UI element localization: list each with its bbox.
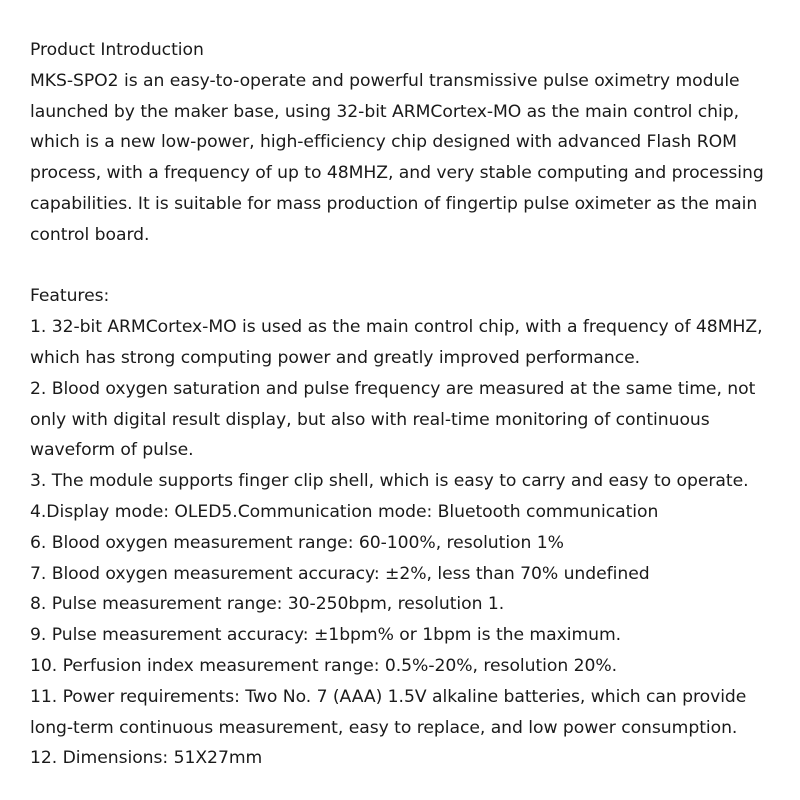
feature-item: 8. Pulse measurement range: 30-250bpm, resolution 1. (30, 594, 505, 615)
features-list (30, 312, 785, 774)
feature-item: 2. Blood oxygen saturation and pulse frequency are measured at the same time, not only with digital result display, but also with real-time monitoring of continuous waveform of pulse. (30, 378, 756, 461)
feature-item: 10. Perfusion index measurement range: 0.5%-20%, resolution 20%. (30, 655, 618, 676)
feature-item: 4.Display mode: OLED5.Communication mode: Bluetooth communication (30, 501, 659, 522)
feature-item: 7. Blood oxygen measurement accuracy: ±2%, less than 70% undefined (30, 563, 650, 584)
feature-item: 3. The module supports finger clip shell, which is easy to carry and easy to operate. (30, 471, 749, 492)
section-spacer (30, 251, 785, 282)
feature-item: 11. Power requirements: Two No. 7 (AAA) 1.5V alkaline batteries, which can provide long-term continuous measurement, easy to replace, and low power consumption. (30, 686, 747, 738)
product-description (30, 35, 785, 774)
feature-item: 6. Blood oxygen measurement range: 60-100%, resolution 1% (30, 532, 564, 553)
features-heading: Features: (30, 286, 110, 307)
feature-item: 1. 32-bit ARMCortex-MO is used as the main control chip, with a frequency of 48MHZ, which has strong computing power and greatly improved performance. (30, 317, 763, 368)
intro-heading: Product Introduction (30, 40, 204, 60)
intro-body: MKS-SPO2 is an easy-to-operate and powerful transmissive pulse oximetry module launched by the maker base, using 32-bit ARMCortex-MO as the main control chip, which is a new low-power, high-efficiency chip designed with advanced Flash ROM process, with a frequency of up to 48MHZ, and very stable computing and processing capabilities. It is suitable for mass production of fingertip pulse oximeter as the main control board. (30, 70, 764, 245)
feature-item: 12. Dimensions: 51X27mm (30, 748, 263, 769)
feature-item: 9. Pulse measurement accuracy: ±1bpm% or 1bpm is the maximum. (30, 625, 622, 646)
